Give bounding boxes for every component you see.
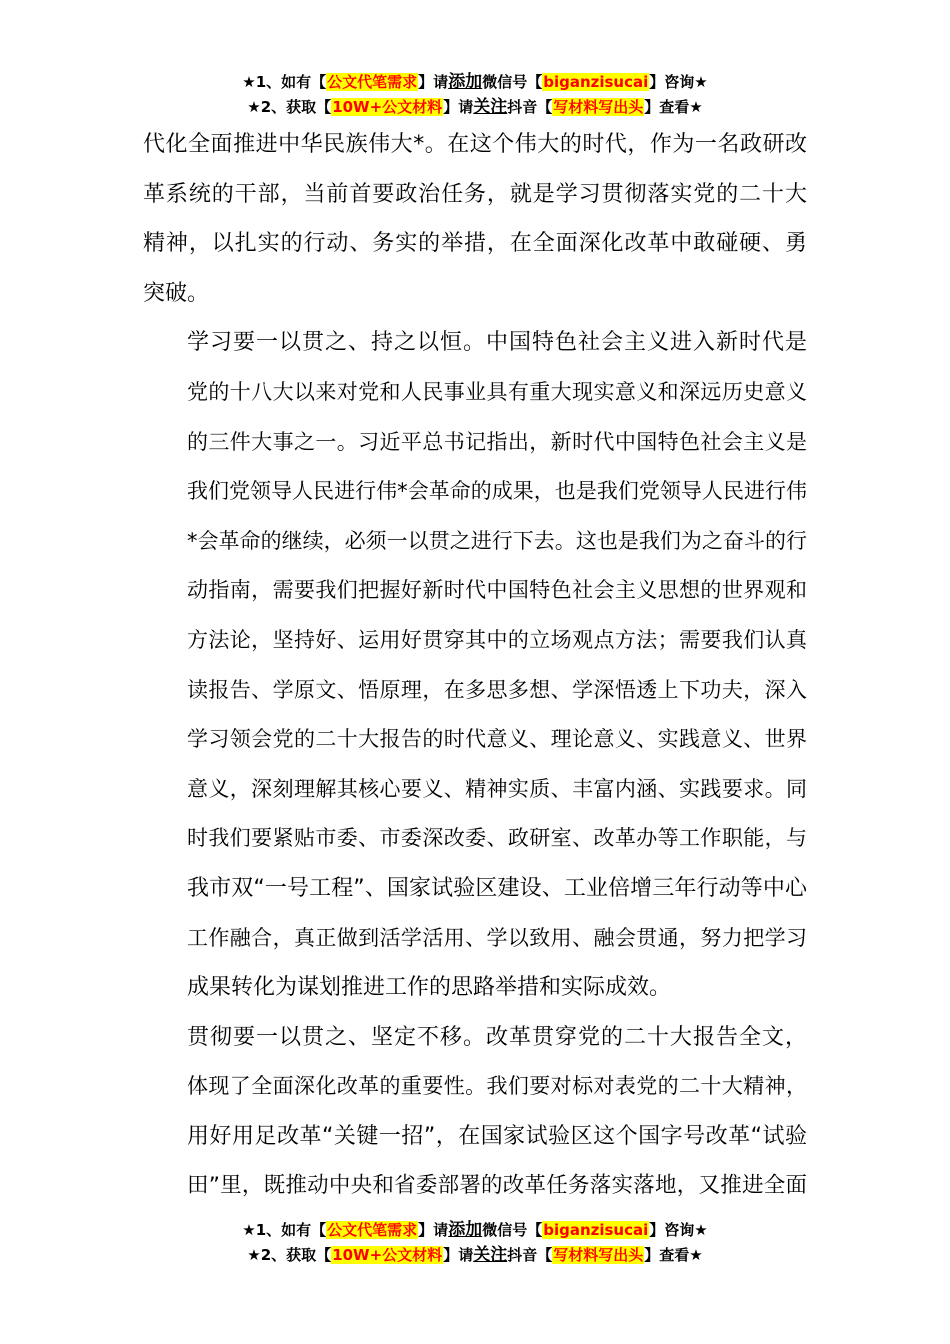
paragraph-line: *会革命的继续，必须一以贯之进行下去。这也是我们为之奋斗的行 xyxy=(187,528,807,553)
paragraph-line: 田”里，既推动中央和省委部署的改革任务落实落地，又推进全面 xyxy=(187,1173,807,1199)
paragraph-line: 意义，深刻理解其核心要义、精神实质、丰富内涵、实践要求。同 xyxy=(187,776,807,801)
paragraph xyxy=(143,1013,807,1211)
paragraph-line: 用好用足改革“关键一招”，在国家试验区这个国字号改革“试验 xyxy=(187,1123,807,1149)
paragraph-line: 学习要一以贯之、持之以恒。中国特色社会主义进入新时代是 xyxy=(187,330,807,356)
banner-line-1: ★1、如有【公文代笔需求】请添加微信号【biganzisucai】咨询★ xyxy=(242,72,708,92)
banner-line-2: ★2、获取【10W+公文材料】请关注抖音【写材料写出头】查看★ xyxy=(247,1245,703,1265)
banner-line-1: ★1、如有【公文代笔需求】请添加微信号【biganzisucai】咨询★ xyxy=(242,1220,708,1240)
highlight-wechat-id: biganzisucai xyxy=(543,1221,649,1239)
paragraph xyxy=(143,318,807,1012)
paragraph-line: 体现了全面深化改革的重要性。我们要对标对表党的二十大精神， xyxy=(187,1074,807,1099)
paragraph-line: 贯彻要一以贯之、坚定不移。改革贯穿党的二十大报告全文， xyxy=(187,1024,807,1050)
header-banner xyxy=(0,70,950,120)
paragraph-line: 时我们要紧贴市委、市委深改委、政研室、改革办等工作职能，与 xyxy=(187,826,807,851)
paragraph-line: 我市双“一号工程”、国家试验区建设、工业倍增三年行动等中心 xyxy=(187,875,807,901)
paragraph-line: 革系统的干部，当前首要政治任务，就是学习贯彻落实党的二十大 xyxy=(143,181,807,207)
highlight-douyin-account: 写材料写出头 xyxy=(553,98,644,116)
paragraph-line: 我们党领导人民进行伟*会革命的成果，也是我们党领导人民进行伟 xyxy=(187,479,807,504)
paragraph-line: 的三件大事之一。习近平总书记指出，新时代中国特色社会主义是 xyxy=(187,429,807,454)
paragraph-line: 读报告、学原文、悟原理，在多思多想、学深悟透上下功夫，深入 xyxy=(187,677,807,702)
paragraph-line: 精神，以扎实的行动、务实的举措，在全面深化改革中敢碰硬、勇 xyxy=(143,231,807,257)
paragraph-line: 动指南，需要我们把握好新时代中国特色社会主义思想的世界观和 xyxy=(187,578,807,603)
paragraph xyxy=(143,120,807,318)
highlight-service: 公文代笔需求 xyxy=(327,1221,418,1239)
paragraph-line: 方法论，坚持好、运用好贯穿其中的立场观点方法；需要我们认真 xyxy=(187,627,807,652)
banner-line-2: ★2、获取【10W+公文材料】请关注抖音【写材料写出头】查看★ xyxy=(247,97,703,117)
paragraph-line: 党的十八大以来对党和人民事业具有重大现实意义和深远历史意义 xyxy=(187,379,807,404)
footer-banner xyxy=(0,1218,950,1268)
highlight-materials: 10W+公文材料 xyxy=(332,98,443,116)
paragraph-line: 学习领会党的二十大报告的时代意义、理论意义、实践意义、世界 xyxy=(187,727,807,752)
highlight-wechat-id: biganzisucai xyxy=(543,73,649,91)
paragraph-line: 工作融合，真正做到活学活用、学以致用、融会贯通，努力把学习 xyxy=(187,925,807,950)
paragraph-line: 突破。 xyxy=(143,280,210,306)
paragraph-line: 成果转化为谋划推进工作的思路举措和实际成效。 xyxy=(187,975,672,1001)
highlight-douyin-account: 写材料写出头 xyxy=(553,1246,644,1264)
highlight-service: 公文代笔需求 xyxy=(327,73,418,91)
paragraph-line: 代化全面推进中华民族伟大*。在这个伟大的时代，作为一名政研改 xyxy=(143,132,807,157)
highlight-materials: 10W+公文材料 xyxy=(332,1246,443,1264)
document-body xyxy=(143,120,807,1211)
